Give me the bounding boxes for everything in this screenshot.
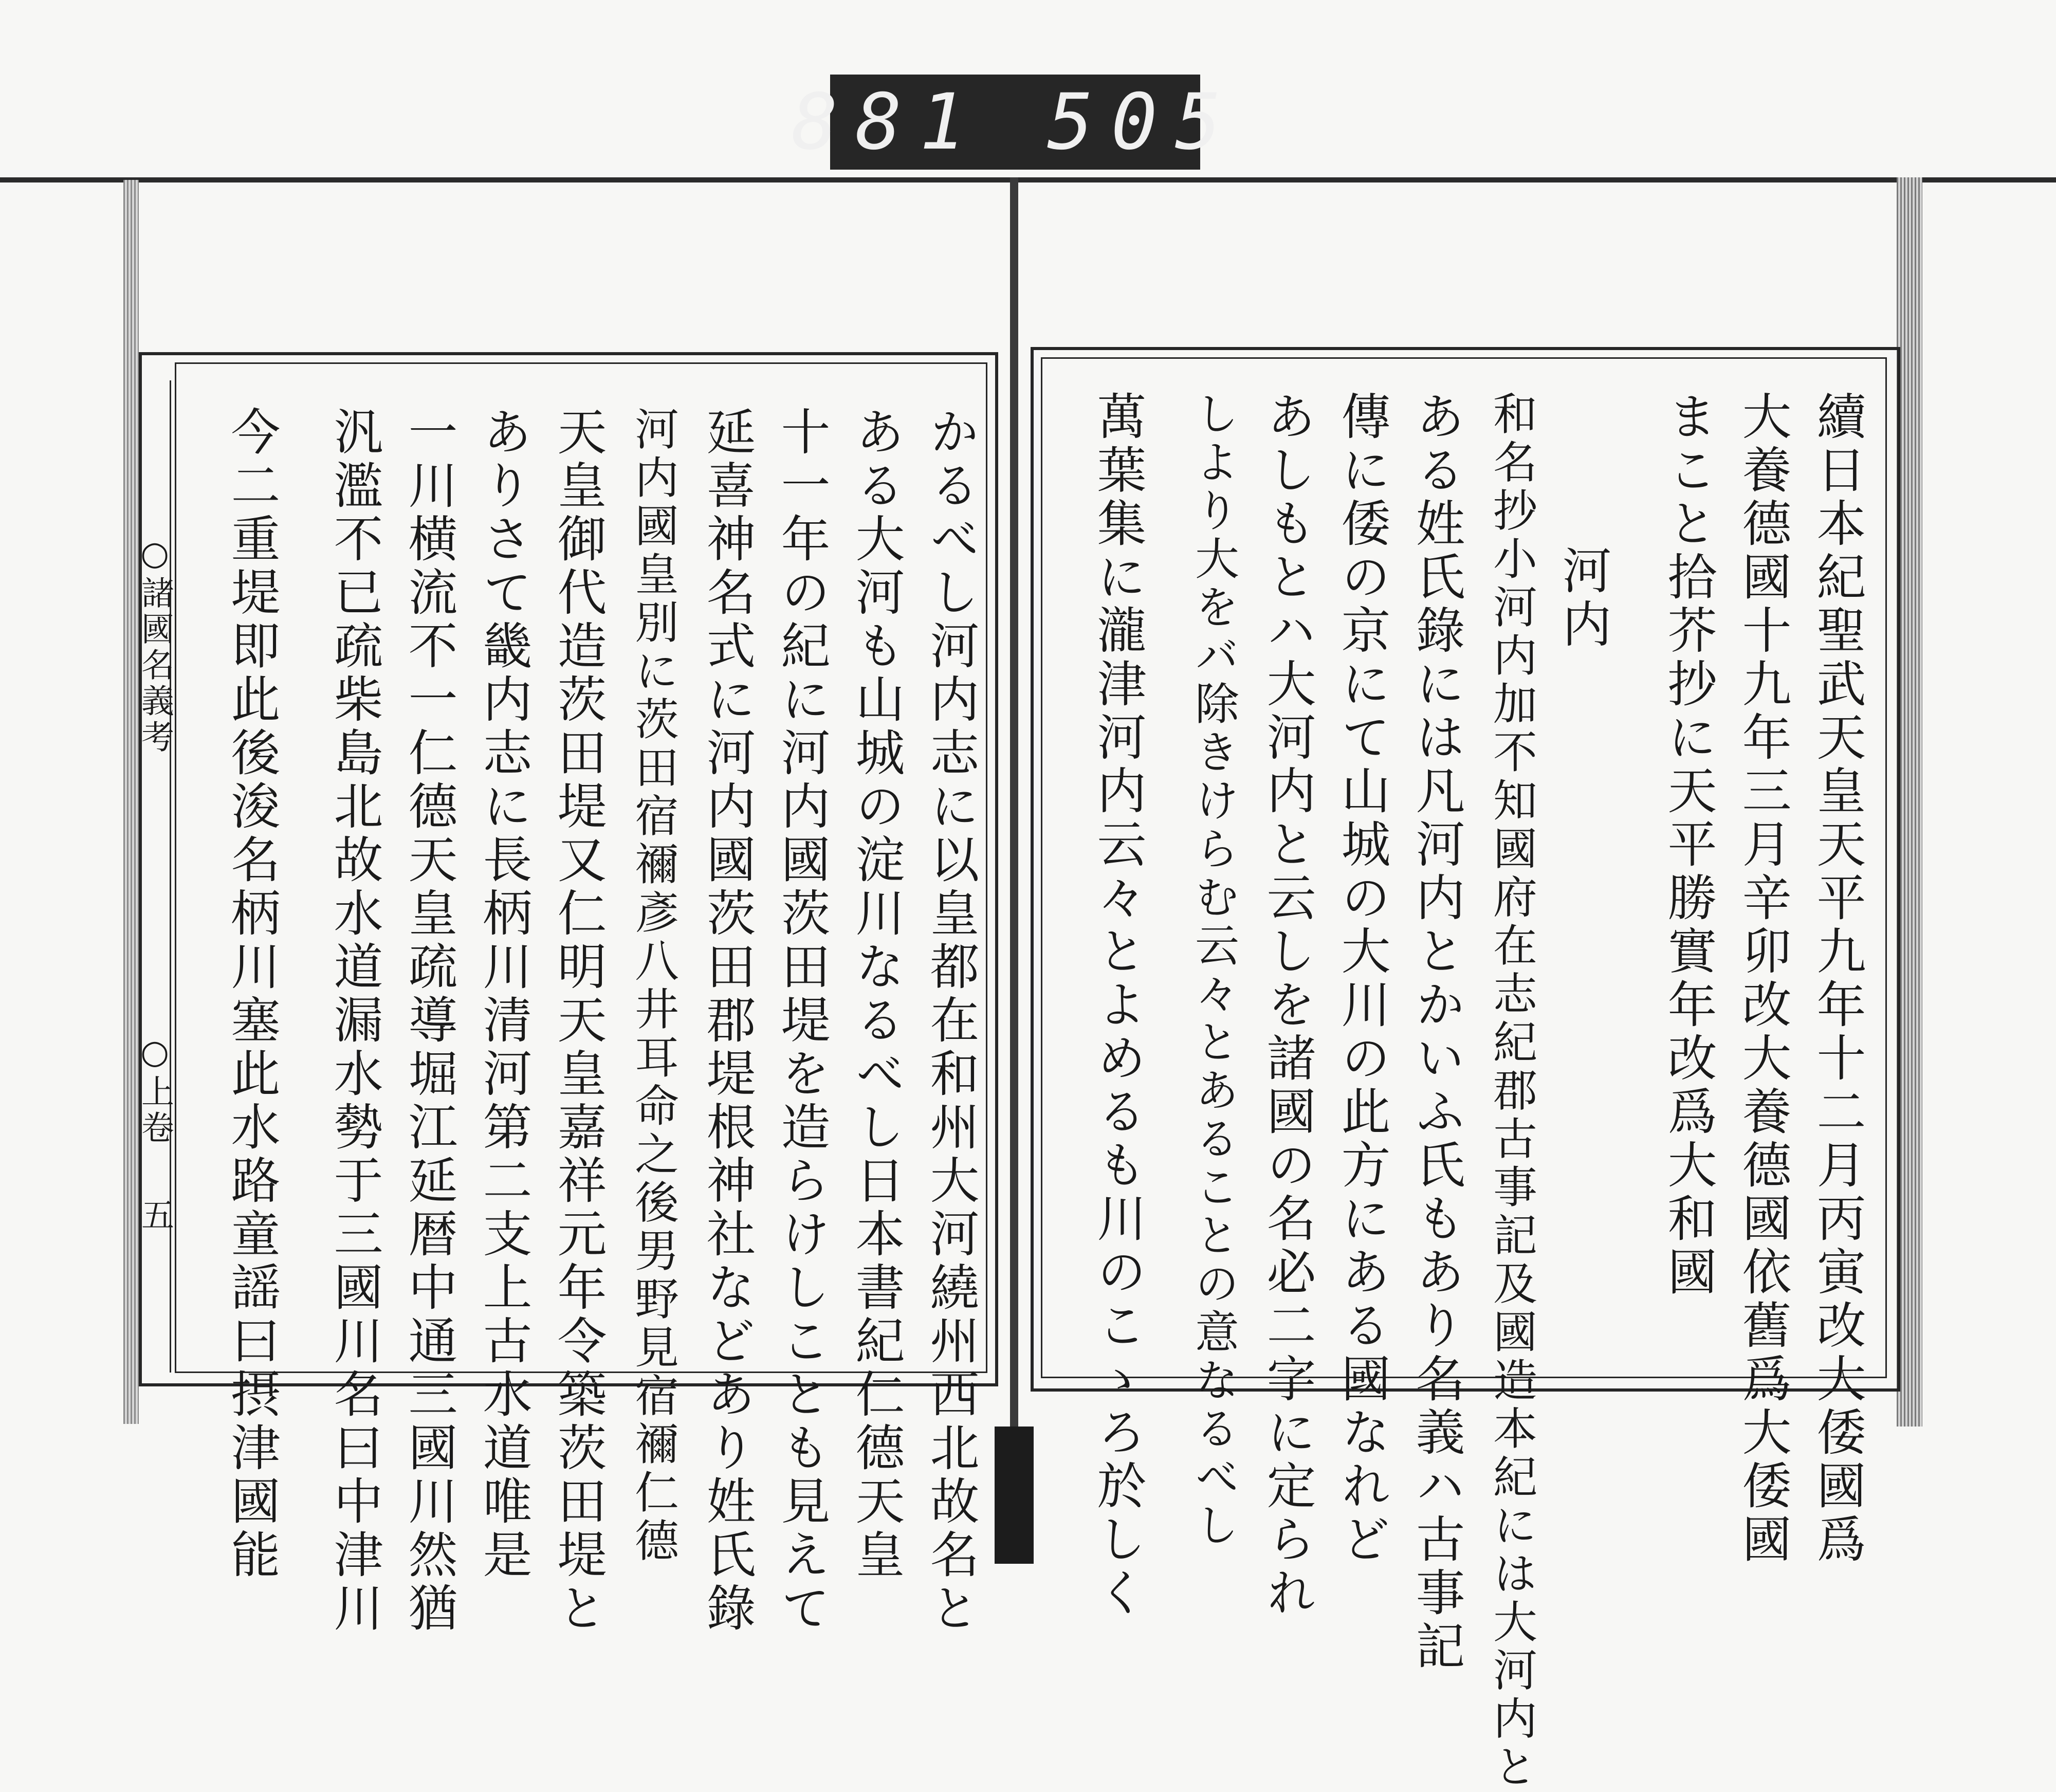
right-text-column: あしもとハ大河内と云しを諸國の名必二字に定られ <box>1259 391 1316 1620</box>
right-text-column: 萬葉集に瀧津河内云々とよめるも川のこゝろ於しく <box>1089 391 1147 1620</box>
volume-label: ○上卷 <box>136 1033 174 1146</box>
left-text-column: 十一年の紀に河内國茨田堤を造らけしことも見えて <box>773 406 831 1636</box>
right-text-column: しより大をバ除きけらむ云々とあることの意なるべし <box>1187 391 1239 1550</box>
right-text-column: 大養德國十九年三月辛卯改大養德國依舊爲大倭國 <box>1734 391 1792 1567</box>
right-text-column: ある姓氏錄には凡河内とかいふ氏もあり名義ハ古事記 <box>1408 391 1465 1674</box>
right-text-column: 續日本紀聖武天皇天平九年十二月丙寅改大倭國爲 <box>1809 391 1866 1567</box>
right-text-column: 傳に倭の京にて山城の大川の此方にある國なれど <box>1333 391 1391 1567</box>
right-text-column: 和名抄小河内加不知國府在志紀郡古事記及國造本紀には大河内と <box>1485 391 1537 1792</box>
left-text-column: ある大河も山城の淀川なるべし日本書紀仁德天皇 <box>848 406 905 1582</box>
left-text-column: 延喜神名式に河内國茨田郡堤根神社などあり姓氏錄 <box>699 406 756 1636</box>
right-text-column: まこと拾芥抄に天平勝實年改爲大和國 <box>1660 391 1717 1300</box>
right-page-edge <box>1897 177 1922 1427</box>
running-title: ○諸國名義考 <box>136 535 174 756</box>
left-text-column: 一川横流不一仁德天皇疏導堀江延暦中通三國川然猶 <box>400 406 458 1636</box>
left-text-column: 今二重堤即此後浚名柄川塞此水路童謡曰摂津國能 <box>223 406 281 1582</box>
top-binding-line-left <box>0 177 1010 182</box>
left-text-column: 汎濫不已疏柴島北故水道漏水勢于三國川名曰中津川 <box>326 406 383 1636</box>
book-spine-line <box>1010 177 1018 1432</box>
left-page-edge <box>123 180 139 1424</box>
section-heading-kawachi: 河内 <box>1554 545 1612 652</box>
archive-number-stamp: 881 505 <box>830 75 1200 170</box>
left-text-column: 河内國皇別に茨田宿禰彥八井耳命之後男野見宿禰仁德 <box>627 406 678 1566</box>
book-spine-block <box>995 1427 1034 1564</box>
page-number: 五 <box>136 1198 174 1234</box>
left-text-column: かるべし河内志に以皇都在和州大河繞州西北故名と <box>922 406 980 1636</box>
left-text-column: 天皇御代造茨田堤又仁明天皇嘉祥元年令築茨田堤と <box>549 406 607 1636</box>
left-text-column: ありさて畿内志に長柄川清河第二支上古水道唯是 <box>475 406 533 1582</box>
